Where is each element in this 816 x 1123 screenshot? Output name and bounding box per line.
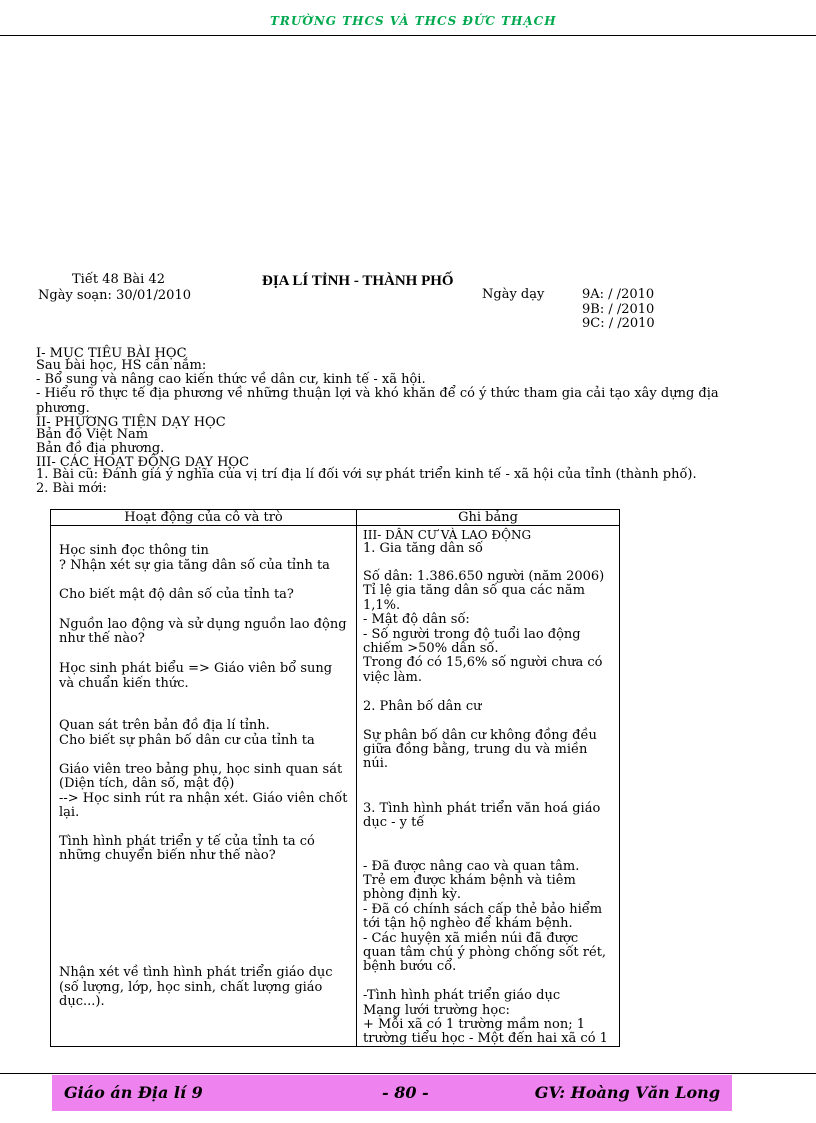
table-header-row xyxy=(51,510,620,526)
cell-line: - Mật độ dân số: xyxy=(363,612,470,627)
table-cell-activities xyxy=(51,526,357,1047)
cell-line: Quan sát trên bản đồ địa lí tỉnh. xyxy=(59,718,270,733)
cell-line: 1,1%. xyxy=(363,598,401,613)
cell-line: Tỉ lệ gia tăng dân số qua các năm xyxy=(363,583,585,598)
page-footer xyxy=(52,1075,732,1111)
cell-line: lại. xyxy=(59,805,80,820)
body-line: phương. xyxy=(36,401,90,416)
page-header-text: TRƯỜNG THCS VÀ THCS ĐỨC THẠCH xyxy=(270,14,557,28)
cell-line: trường tiểu học - Một đến hai xã có 1 xyxy=(363,1031,608,1046)
footer-course: Giáo án Địa lí 9 xyxy=(64,1083,203,1102)
lesson-period: Tiết 48 Bài 42 xyxy=(72,272,165,287)
class-9b-date: 9B: / /2010 xyxy=(582,302,655,317)
cell-line: -Tình hình phát triển giáo dục xyxy=(363,988,561,1003)
cell-line: những chuyển biến như thế nào? xyxy=(59,848,276,863)
table-cell-notes xyxy=(357,526,620,1047)
cell-line: (Diện tích, dân số, mật độ) xyxy=(59,776,235,791)
cell-line: Cho biết mật độ dân số của tỉnh ta? xyxy=(59,587,294,602)
cell-line: Cho biết sự phân bố dân cư của tỉnh ta xyxy=(59,733,315,748)
body-line: Sau bài học, HS cần nắm: xyxy=(36,358,207,373)
class-9a-date: 9A: / /2010 xyxy=(582,287,655,302)
body-line: Bản đồ Việt Nam xyxy=(36,427,149,442)
cell-line: 2. Phân bố dân cư xyxy=(363,699,482,714)
lesson-title: ĐỊA LÍ TỈNH - THÀNH PHỐ xyxy=(262,273,454,289)
body-line: 1. Bài cũ: Đánh giá ý nghĩa của vị trí địa lí đối với sự phát triển kinh tế - xã hội của tỉnh (thành phố). xyxy=(36,467,697,482)
table-header-right: Ghi bảng xyxy=(357,510,620,526)
cell-line: Học sinh đọc thông tin xyxy=(59,543,209,558)
body-line: Bản đồ địa phương. xyxy=(36,441,165,456)
teach-date-label: Ngày dạy xyxy=(482,287,545,302)
cell-line: Trẻ em được khám bệnh và tiêm xyxy=(363,873,576,888)
cell-line: Mạng lưới trường học: xyxy=(363,1003,510,1018)
cell-line: Tình hình phát triển y tế của tỉnh ta có xyxy=(59,834,315,849)
footer-teacher: GV: Hoàng Văn Long xyxy=(534,1083,720,1102)
cell-line: - Các huyện xã miền núi đã được xyxy=(363,931,579,946)
cell-line: như thế nào? xyxy=(59,631,145,646)
cell-line: dục...). xyxy=(59,994,105,1009)
section-heading-objectives: I- MỤC TIÊU BÀI HỌC xyxy=(36,346,187,361)
cell-line: chiếm >50% dân số. xyxy=(363,641,499,656)
body-line: - Hiểu rõ thực tế địa phương về những thuận lợi và khó khăn để có ý thức tham gia cải tạo xây dựng địa xyxy=(36,386,719,401)
header-divider xyxy=(0,35,816,36)
section-heading-activities: III- CÁC HOẠT ĐỘNG DẠY HỌC xyxy=(36,455,250,470)
cell-line: - Đã được nâng cao và quan tâm. xyxy=(363,859,580,874)
cell-line: (số lượng, lớp, học sinh, chất lượng giáo xyxy=(59,980,323,995)
cell-line: - Đã có chính sách cấp thẻ bảo hiểm xyxy=(363,902,603,917)
cell-line: tới tận hộ nghèo để khám bệnh. xyxy=(363,916,573,931)
cell-line: và chuẩn kiến thức. xyxy=(59,676,189,691)
cell-line: Nhận xét về tình hình phát triển giáo dục xyxy=(59,965,333,980)
cell-line: bệnh bướu cổ. xyxy=(363,959,457,974)
table-row xyxy=(51,526,620,1047)
cell-line: --> Học sinh rút ra nhận xét. Giáo viên chốt xyxy=(59,791,348,806)
footer-divider xyxy=(0,1073,816,1074)
cell-line: - Số người trong độ tuổi lao động xyxy=(363,627,581,642)
cell-line: 1. Gia tăng dân số xyxy=(363,541,483,556)
lesson-table xyxy=(50,509,620,1047)
cell-line: + Mỗi xã có 1 trường mầm non; 1 xyxy=(363,1017,586,1032)
cell-line: phòng định kỳ. xyxy=(363,887,462,902)
cell-line: việc làm. xyxy=(363,670,422,685)
cell-section-heading: III- DÂN CƯ VÀ LAO ĐỘNG xyxy=(363,528,532,542)
body-line: 2. Bài mới: xyxy=(36,481,107,496)
cell-line: giữa đồng bằng, trung du và miền xyxy=(363,742,588,757)
cell-line: Giáo viên treo bảng phụ, học sinh quan sát xyxy=(59,762,343,777)
cell-line: núi. xyxy=(363,756,389,771)
cell-line: Số dân: 1.386.650 người (năm 2006) xyxy=(363,569,605,584)
table-header-left: Hoạt động của cô và trò xyxy=(51,510,357,526)
cell-line: Học sinh phát biểu => Giáo viên bổ sung xyxy=(59,661,333,676)
section-heading-materials: II- PHƯƠNG TIỆN DẠY HỌC xyxy=(36,415,226,430)
cell-line: Nguồn lao động và sử dụng nguồn lao động xyxy=(59,617,347,632)
prep-date: Ngày soạn: 30/01/2010 xyxy=(38,288,191,303)
cell-line: Trong đó có 15,6% số người chưa có xyxy=(363,655,603,670)
cell-line: Sự phân bố dân cư không đồng đều xyxy=(363,728,597,743)
cell-line: dục - y tế xyxy=(363,815,425,830)
body-line: - Bổ sung và nâng cao kiến thức về dân cư, kinh tế - xã hội. xyxy=(36,372,426,387)
cell-line: quan tâm chú ý phòng chống sốt rét, xyxy=(363,945,607,960)
class-9c-date: 9C: / /2010 xyxy=(582,316,655,331)
page-number: - 80 - xyxy=(382,1083,429,1102)
cell-line: ? Nhận xét sự gia tăng dân số của tỉnh ta xyxy=(59,558,330,573)
cell-line: 3. Tình hình phát triển văn hoá giáo xyxy=(363,801,601,816)
